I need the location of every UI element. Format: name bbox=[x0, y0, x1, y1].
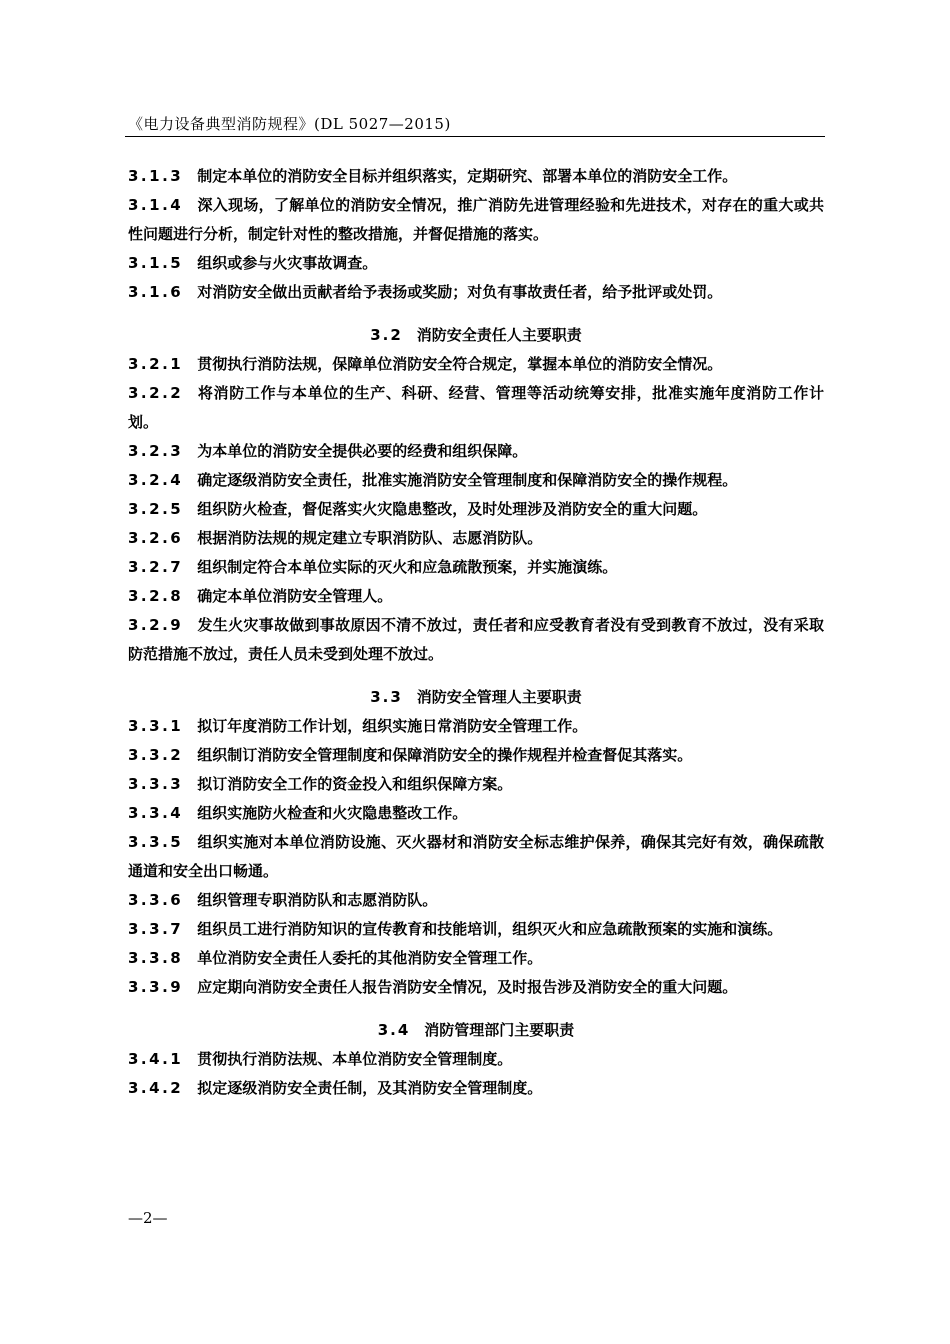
clause-item bbox=[128, 553, 824, 582]
clause-number: 3.2.6 bbox=[128, 529, 184, 547]
clause-item bbox=[128, 495, 824, 524]
clause-text: 对消防安全做出贡献者给予表扬或奖励；对负有事故责任者，给予批评或处罚。 bbox=[197, 283, 723, 301]
clause-number: 3.1.5 bbox=[128, 254, 184, 272]
section-title bbox=[128, 1016, 824, 1045]
section-title bbox=[128, 321, 824, 350]
section bbox=[128, 683, 824, 1002]
clause-number: 3.1.6 bbox=[128, 283, 184, 301]
clause-item bbox=[128, 162, 824, 191]
clause-text: 组织管理专职消防队和志愿消防队。 bbox=[197, 891, 438, 909]
section bbox=[128, 162, 824, 307]
clause-text: 组织实施对本单位消防设施、灭火器材和消防安全标志维护保养，确保其完好有效，确保疏散通道和安全出口畅通。 bbox=[128, 833, 824, 880]
clause-number: 3.3.2 bbox=[128, 746, 184, 764]
clause-item bbox=[128, 799, 824, 828]
clause-text: 贯彻执行消防法规，保障单位消防安全符合规定，掌握本单位的消防安全情况。 bbox=[197, 355, 723, 373]
clause-number: 3.2.2 bbox=[128, 384, 184, 402]
section-number: 3.3 bbox=[370, 688, 403, 706]
clause-number: 3.3.8 bbox=[128, 949, 184, 967]
clause-text: 根据消防法规的规定建立专职消防队、志愿消防队。 bbox=[197, 529, 543, 547]
clause-number: 3.3.7 bbox=[128, 920, 184, 938]
clause-item bbox=[128, 1074, 824, 1103]
clause-item bbox=[128, 1045, 824, 1074]
clause-number: 3.2.5 bbox=[128, 500, 184, 518]
clause-text: 为本单位的消防安全提供必要的经费和组织保障。 bbox=[197, 442, 528, 460]
clause-item bbox=[128, 915, 824, 944]
clause-text: 拟定逐级消防安全责任制，及其消防安全管理制度。 bbox=[197, 1079, 543, 1097]
section-number: 3.2 bbox=[370, 326, 403, 344]
clause-text: 确定逐级消防安全责任，批准实施消防安全管理制度和保障消防安全的操作规程。 bbox=[197, 471, 738, 489]
clause-text: 组织制订消防安全管理制度和保障消防安全的操作规程并检查督促其落实。 bbox=[197, 746, 693, 764]
clause-text: 组织员工进行消防知识的宣传教育和技能培训，组织灭火和应急疏散预案的实施和演练。 bbox=[197, 920, 783, 938]
clause-number: 3.1.3 bbox=[128, 167, 184, 185]
clause-item bbox=[128, 466, 824, 495]
clause-text: 应定期向消防安全责任人报告消防安全情况，及时报告涉及消防安全的重大问题。 bbox=[197, 978, 738, 996]
clause-number: 3.2.9 bbox=[128, 616, 184, 634]
clause-item bbox=[128, 191, 824, 249]
clause-item bbox=[128, 741, 824, 770]
clause-text: 发生火灾事故做到事故原因不清不放过，责任者和应受教育者没有受到教育不放过，没有采取防范措施不放过，责任人员未受到处理不放过。 bbox=[128, 616, 824, 663]
clause-text: 单位消防安全责任人委托的其他消防安全管理工作。 bbox=[197, 949, 543, 967]
clause-item bbox=[128, 379, 824, 437]
clause-number: 3.3.6 bbox=[128, 891, 184, 909]
section-heading-text: 消防安全责任人主要职责 bbox=[416, 326, 582, 344]
clause-item bbox=[128, 437, 824, 466]
running-header: 《电力设备典型消防规程》(DL 5027—2015) bbox=[128, 115, 451, 133]
clause-item bbox=[128, 524, 824, 553]
clause-number: 3.4.1 bbox=[128, 1050, 184, 1068]
clause-number: 3.2.4 bbox=[128, 471, 184, 489]
clause-text: 组织防火检查，督促落实火灾隐患整改，及时处理涉及消防安全的重大问题。 bbox=[197, 500, 708, 518]
section-title bbox=[128, 683, 824, 712]
clause-text: 组织制定符合本单位实际的灭火和应急疏散预案，并实施演练。 bbox=[197, 558, 618, 576]
clause-number: 3.3.9 bbox=[128, 978, 184, 996]
clause-item bbox=[128, 770, 824, 799]
clause-item bbox=[128, 249, 824, 278]
clause-item bbox=[128, 350, 824, 379]
clause-item bbox=[128, 278, 824, 307]
clause-item bbox=[128, 973, 824, 1002]
clause-item bbox=[128, 886, 824, 915]
section-number: 3.4 bbox=[377, 1021, 411, 1039]
clause-number: 3.4.2 bbox=[128, 1079, 184, 1097]
section bbox=[128, 1016, 824, 1103]
clause-item bbox=[128, 828, 824, 886]
section bbox=[128, 321, 824, 669]
clause-item bbox=[128, 582, 824, 611]
clause-text: 确定本单位消防安全管理人。 bbox=[197, 587, 393, 605]
clause-number: 3.3.5 bbox=[128, 833, 184, 851]
section-heading-text: 消防管理部门主要职责 bbox=[424, 1021, 575, 1039]
section-heading-text: 消防安全管理人主要职责 bbox=[416, 688, 582, 706]
clause-number: 3.2.3 bbox=[128, 442, 184, 460]
clause-text: 深入现场，了解单位的消防安全情况，推广消防先进管理经验和先进技术，对存在的重大或共性问题进行分析，制定针对性的整改措施，并督促措施的落实。 bbox=[128, 196, 824, 243]
clause-item bbox=[128, 944, 824, 973]
clause-item bbox=[128, 712, 824, 741]
clause-text: 拟订年度消防工作计划，组织实施日常消防安全管理工作。 bbox=[197, 717, 588, 735]
clause-number: 3.3.3 bbox=[128, 775, 184, 793]
clause-text: 组织实施防火检查和火灾隐患整改工作。 bbox=[197, 804, 468, 822]
header-rule bbox=[125, 136, 825, 137]
clause-number: 3.2.8 bbox=[128, 587, 184, 605]
clause-text: 将消防工作与本单位的生产、科研、经营、管理等活动统筹安排，批准实施年度消防工作计划。 bbox=[128, 384, 824, 431]
clause-text: 组织或参与火灾事故调查。 bbox=[197, 254, 378, 272]
clause-text: 拟订消防安全工作的资金投入和组织保障方案。 bbox=[197, 775, 513, 793]
clause-text: 制定本单位的消防安全目标并组织落实，定期研究、部署本单位的消防安全工作。 bbox=[197, 167, 738, 185]
clause-item bbox=[128, 611, 824, 669]
clause-number: 3.2.1 bbox=[128, 355, 184, 373]
clause-number: 3.2.7 bbox=[128, 558, 184, 576]
document-body bbox=[128, 162, 824, 1103]
page-number: —2— bbox=[128, 1209, 168, 1227]
clause-number: 3.1.4 bbox=[128, 196, 184, 214]
clause-text: 贯彻执行消防法规、本单位消防安全管理制度。 bbox=[197, 1050, 513, 1068]
clause-number: 3.3.1 bbox=[128, 717, 184, 735]
clause-number: 3.3.4 bbox=[128, 804, 184, 822]
